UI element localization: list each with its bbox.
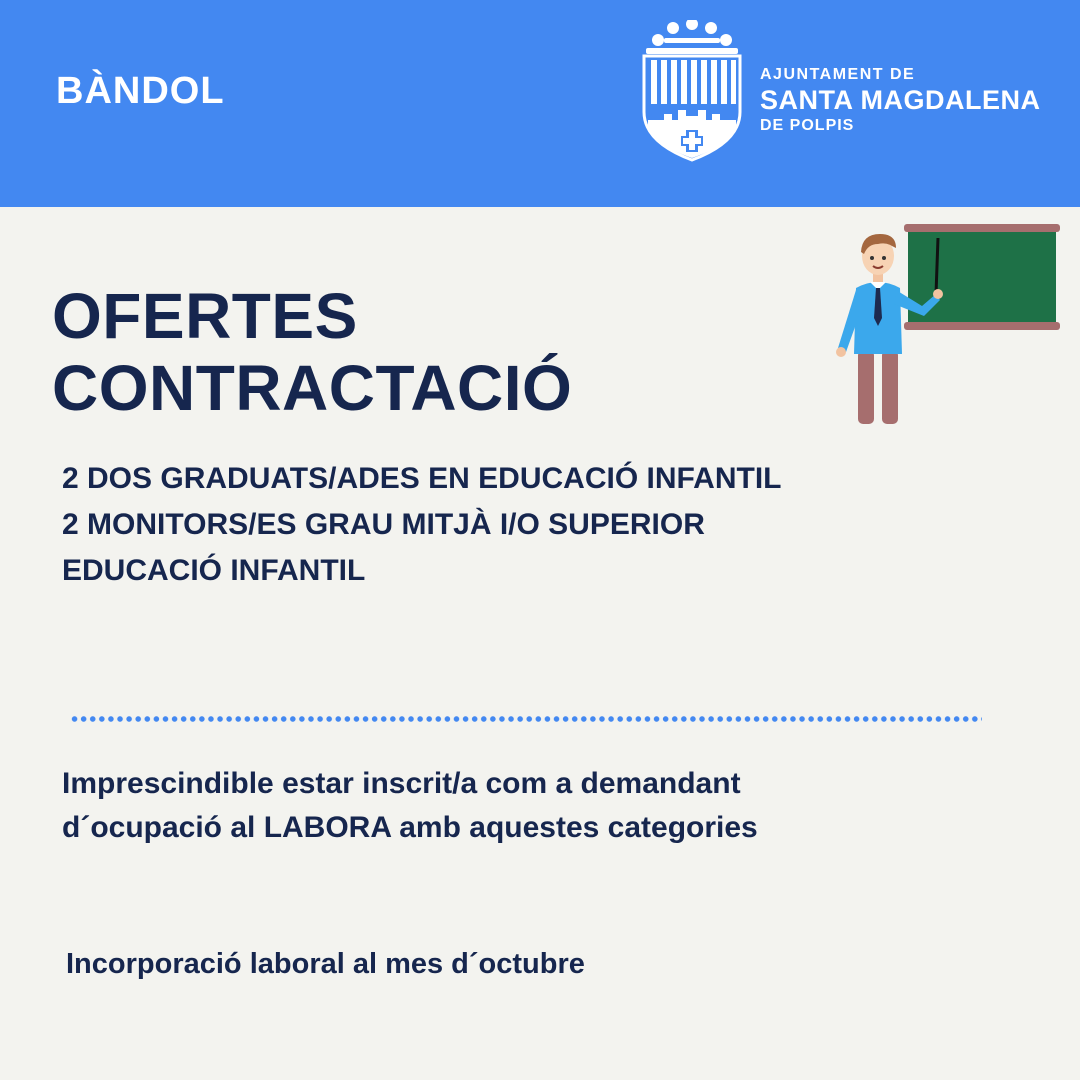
requirement-line-1: Imprescindible estar inscrit/a com a demandant	[62, 767, 741, 800]
municipal-crest-icon	[642, 20, 742, 162]
org-line-1: AJUNTAMENT DE	[760, 66, 916, 83]
requirement-line-2: d´ocupació al LABORA amb aquestes categories	[62, 811, 758, 844]
requirement-text	[62, 762, 758, 850]
title-line-1: OFERTES	[52, 280, 358, 352]
incorporation-text: Incorporació laboral al mes d´octubre	[66, 948, 585, 980]
title-line-2: CONTRACTACIÓ	[52, 352, 573, 424]
dotted-divider	[70, 716, 982, 722]
org-line-3: DE POLPIS	[760, 117, 855, 134]
municipality-name	[760, 66, 1040, 135]
job-offers-list	[62, 456, 782, 594]
org-line-2: SANTA MAGDALENA	[760, 85, 1041, 115]
offer-line: 2 DOS GRADUATS/ADES EN EDUCACIÓ INFANTIL	[62, 462, 782, 495]
header-banner	[0, 0, 1080, 207]
page-title	[52, 280, 572, 424]
bandol-label: BÀNDOL	[56, 70, 225, 112]
offer-line: EDUCACIÓ INFANTIL	[62, 554, 366, 587]
offer-line: 2 MONITORS/ES GRAU MITJÀ I/O SUPERIOR	[62, 508, 705, 541]
teacher-at-blackboard-icon	[826, 218, 1066, 430]
